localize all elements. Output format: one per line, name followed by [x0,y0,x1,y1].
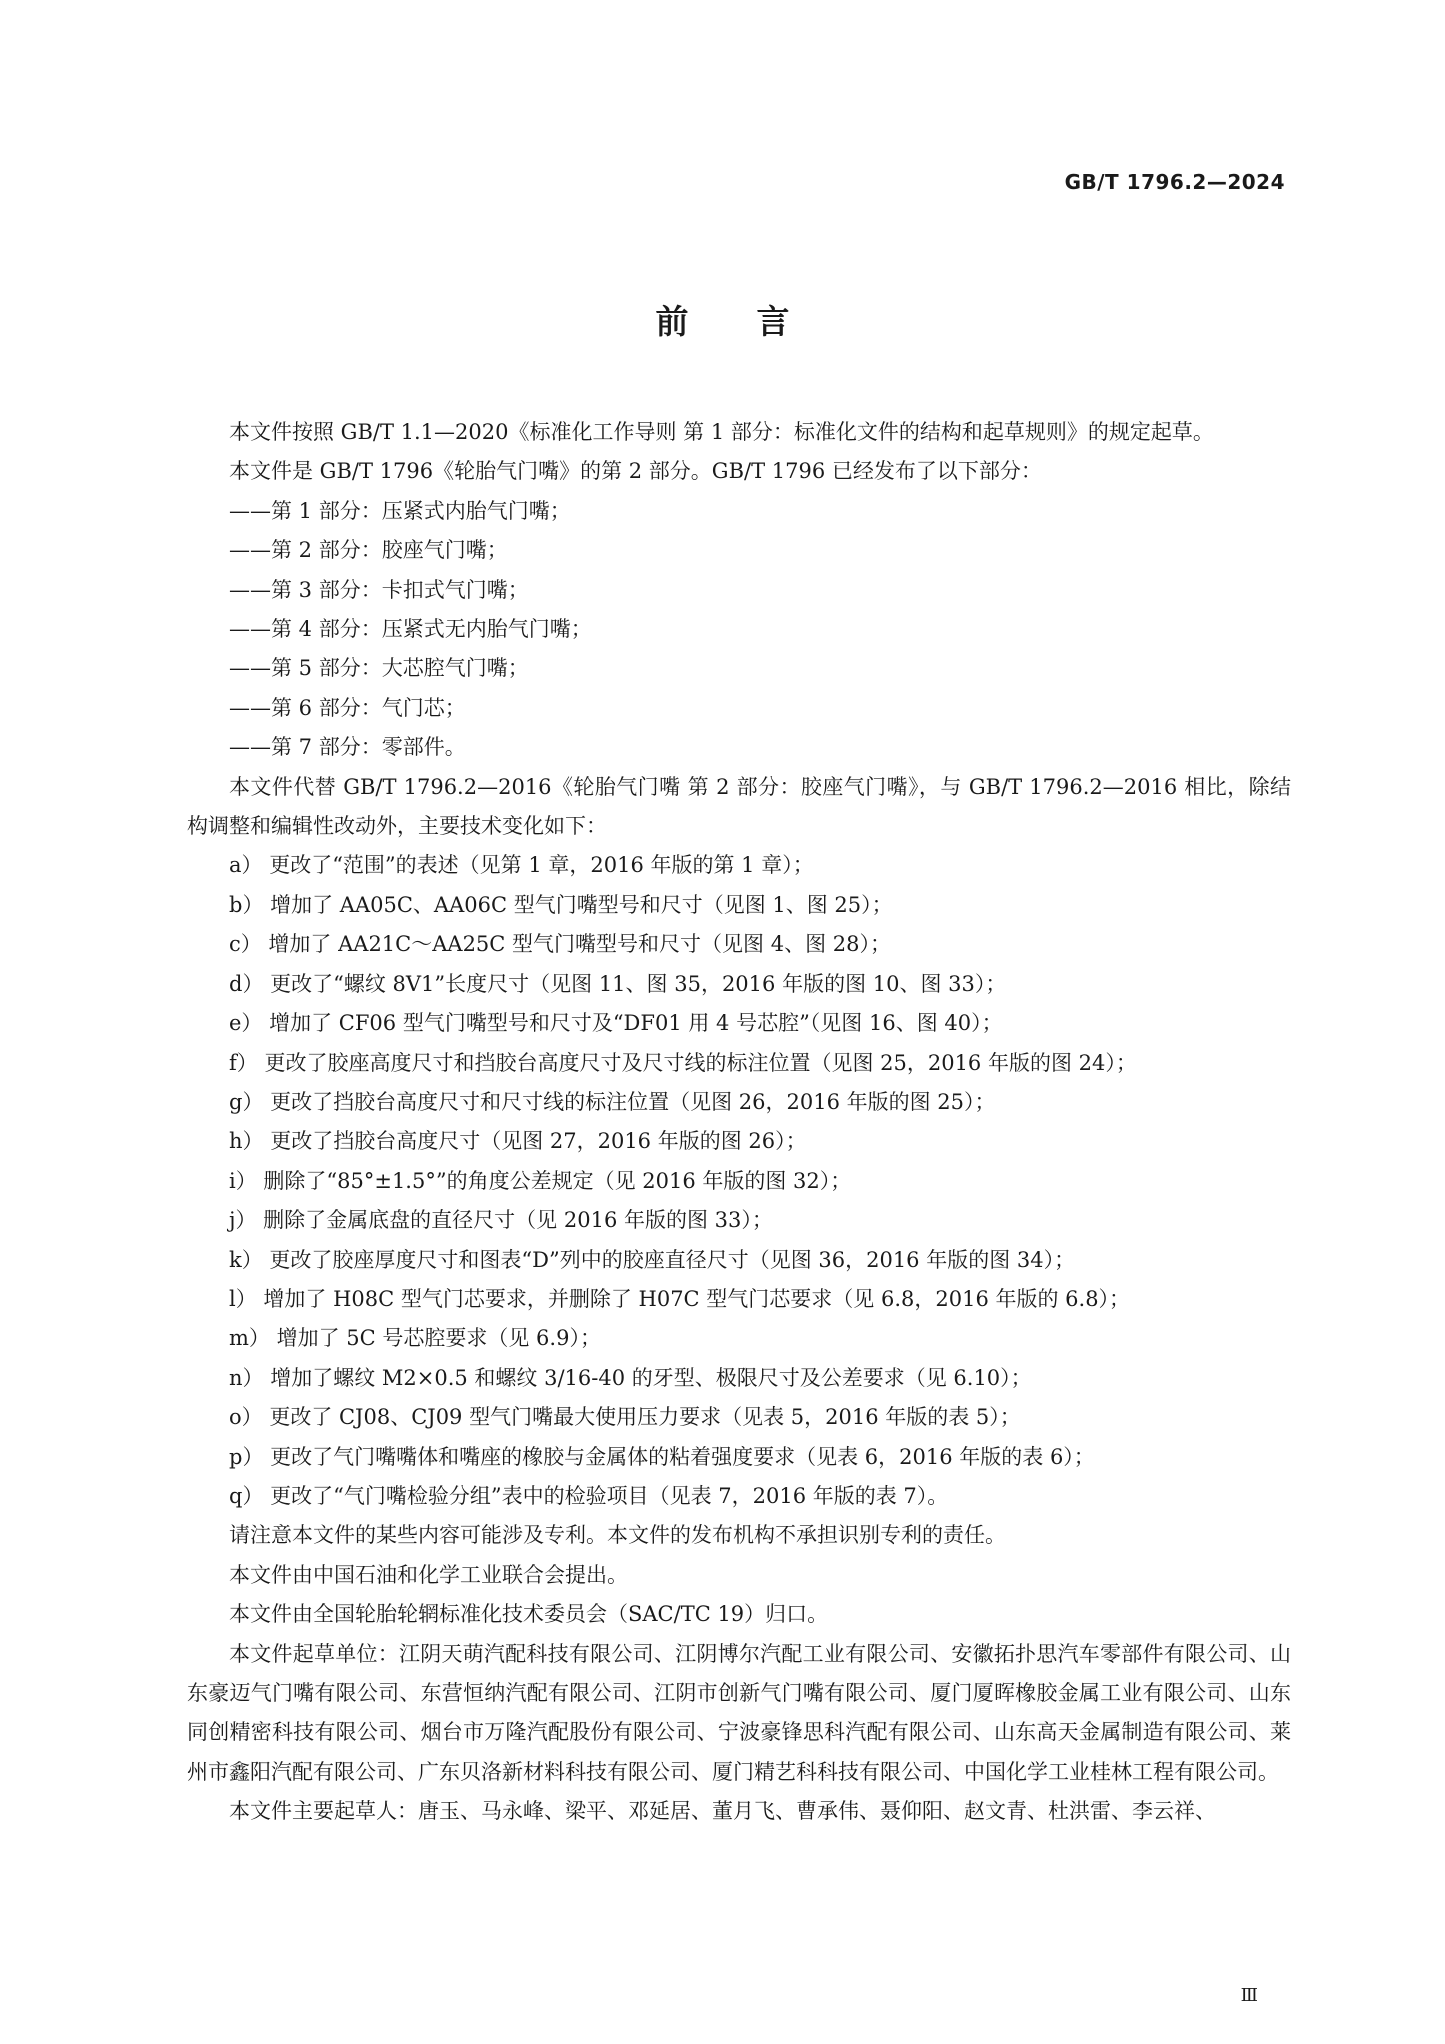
changes-list [187,846,1291,1516]
list-item: c） 增加了 AA21C～AA25C 型气门嘴型号和尺寸（见图 4、图 28）； [229,932,891,957]
list-item: ——第 4 部分：压紧式无内胎气门嘴； [229,617,592,642]
list-item: ——第 6 部分：气门芯； [229,695,466,720]
list-item: i） 删除了“85°±1.5°”的角度公差规定（见 2016 年版的图 32）； [229,1168,852,1193]
paragraph-drafters: 本文件主要起草人：唐玉、马永峰、梁平、邓延居、董月飞、曹承伟、聂仰阳、赵文青、杜洪雷、李云祥、 [229,1799,1216,1824]
list-item: j） 删除了金属底盘的直径尺寸（见 2016 年版的图 33）； [229,1208,773,1233]
paragraph-centralized-by: 本文件由全国轮胎轮辋标准化技术委员会（SAC/TC 19）归口。 [229,1602,829,1627]
paragraph-series-info: 本文件是 GB/T 1796《轮胎气门嘴》的第 2 部分。GB/T 1796 已经发布了以下部分： [229,459,1042,484]
page-number: Ⅲ [1240,1985,1258,2006]
list-item: n） 增加了螺纹 M2×0.5 和螺纹 3/16-40 的牙型、极限尺寸及公差要求（见 6.10）； [229,1365,1032,1390]
list-item: h） 更改了挡胶台高度尺寸（见图 27，2016 年版的图 26）； [229,1129,807,1154]
list-item: f） 更改了胶座高度尺寸和挡胶台高度尺寸及尺寸线的标注位置（见图 25，2016 年版的图 24）； [229,1050,1137,1075]
standard-number: GB/T 1796.2—2024 [1064,170,1285,194]
paragraph-replacement: 本文件代替 GB/T 1796.2—2016《轮胎气门嘴 第 2 部分：胶座气门嘴》，与 GB/T 1796.2—2016 相比，除结构调整和编辑性改动外，主要技术变化如下： [187,774,1291,839]
list-item: p） 更改了气门嘴嘴体和嘴座的橡胶与金属体的粘着强度要求（见表 6，2016 年版的表 6）； [229,1444,1095,1469]
parts-list [187,492,1291,768]
list-item: ——第 1 部分：压紧式内胎气门嘴； [229,498,571,523]
list-item: ——第 2 部分：胶座气门嘴； [229,538,508,563]
list-item: b） 增加了 AA05C、AA06C 型气门嘴型号和尺寸（见图 1、图 25）； [229,892,893,917]
list-item: ——第 7 部分：零部件。 [229,735,466,760]
list-item: o） 更改了 CJ08、CJ09 型气门嘴最大使用压力要求（见表 5，2016 年版的表 5）； [229,1405,1021,1430]
list-item: ——第 3 部分：卡扣式气门嘴； [229,577,529,602]
page-title: 前言 [655,302,858,341]
paragraph-drafting-units: 本文件起草单位：江阴天萌汽配科技有限公司、江阴博尔汽配工业有限公司、安徽拓扑思汽车零部件有限公司、山东豪迈气门嘴有限公司、东营恒纳汽配有限公司、江阴市创新气门嘴有限公司、厦门厦晖橡胶金属工业有限公司、山东同创精密科技有限公司、烟台市万隆汽配股份有限公司、宁波豪锋思科汽配有限公司、山东高天金属制造有限公司、莱州市鑫阳汽配有限公司、广东贝洛新材料科技有限公司、厦门精艺科科技有限公司、中国化学工业桂林工程有限公司。 [187,1641,1291,1784]
foreword-body [187,413,1291,1832]
paragraph-drafting-rules: 本文件按照 GB/T 1.1—2020《标准化工作导则 第 1 部分：标准化文件的结构和起草规则》的规定起草。 [229,420,1214,444]
list-item: k） 更改了胶座厚度尺寸和图表“D”列中的胶座直径尺寸（见图 36，2016 年版的图 34）； [229,1247,1076,1272]
list-item: l） 增加了 H08C 型气门芯要求，并删除了 H07C 型气门芯要求（见 6.8，2016 年版的 6.8）； [229,1286,1131,1311]
list-item: a） 更改了“范围”的表述（见第 1 章，2016 年版的第 1 章）； [229,853,814,878]
list-item: e） 增加了 CF06 型气门嘴型号和尺寸及“DF01 用 4 号芯腔”（见图 16、图 40）； [229,1011,1003,1036]
list-item: ——第 5 部分：大芯腔气门嘴； [229,656,529,681]
list-item: g） 更改了挡胶台高度尺寸和尺寸线的标注位置（见图 26，2016 年版的图 25）； [229,1089,996,1114]
paragraph-proposed-by: 本文件由中国石油和化学工业联合会提出。 [229,1562,628,1587]
list-item: q） 更改了“气门嘴检验分组”表中的检验项目（见表 7，2016 年版的表 7）。 [229,1483,949,1508]
list-item: m） 增加了 5C 号芯腔要求（见 6.9）； [229,1326,601,1351]
list-item: d） 更改了“螺纹 8V1”长度尺寸（见图 11、图 35，2016 年版的图 10、图 33）； [229,971,1007,996]
paragraph-patent-notice: 请注意本文件的某些内容可能涉及专利。本文件的发布机构不承担识别专利的责任。 [229,1523,1006,1548]
